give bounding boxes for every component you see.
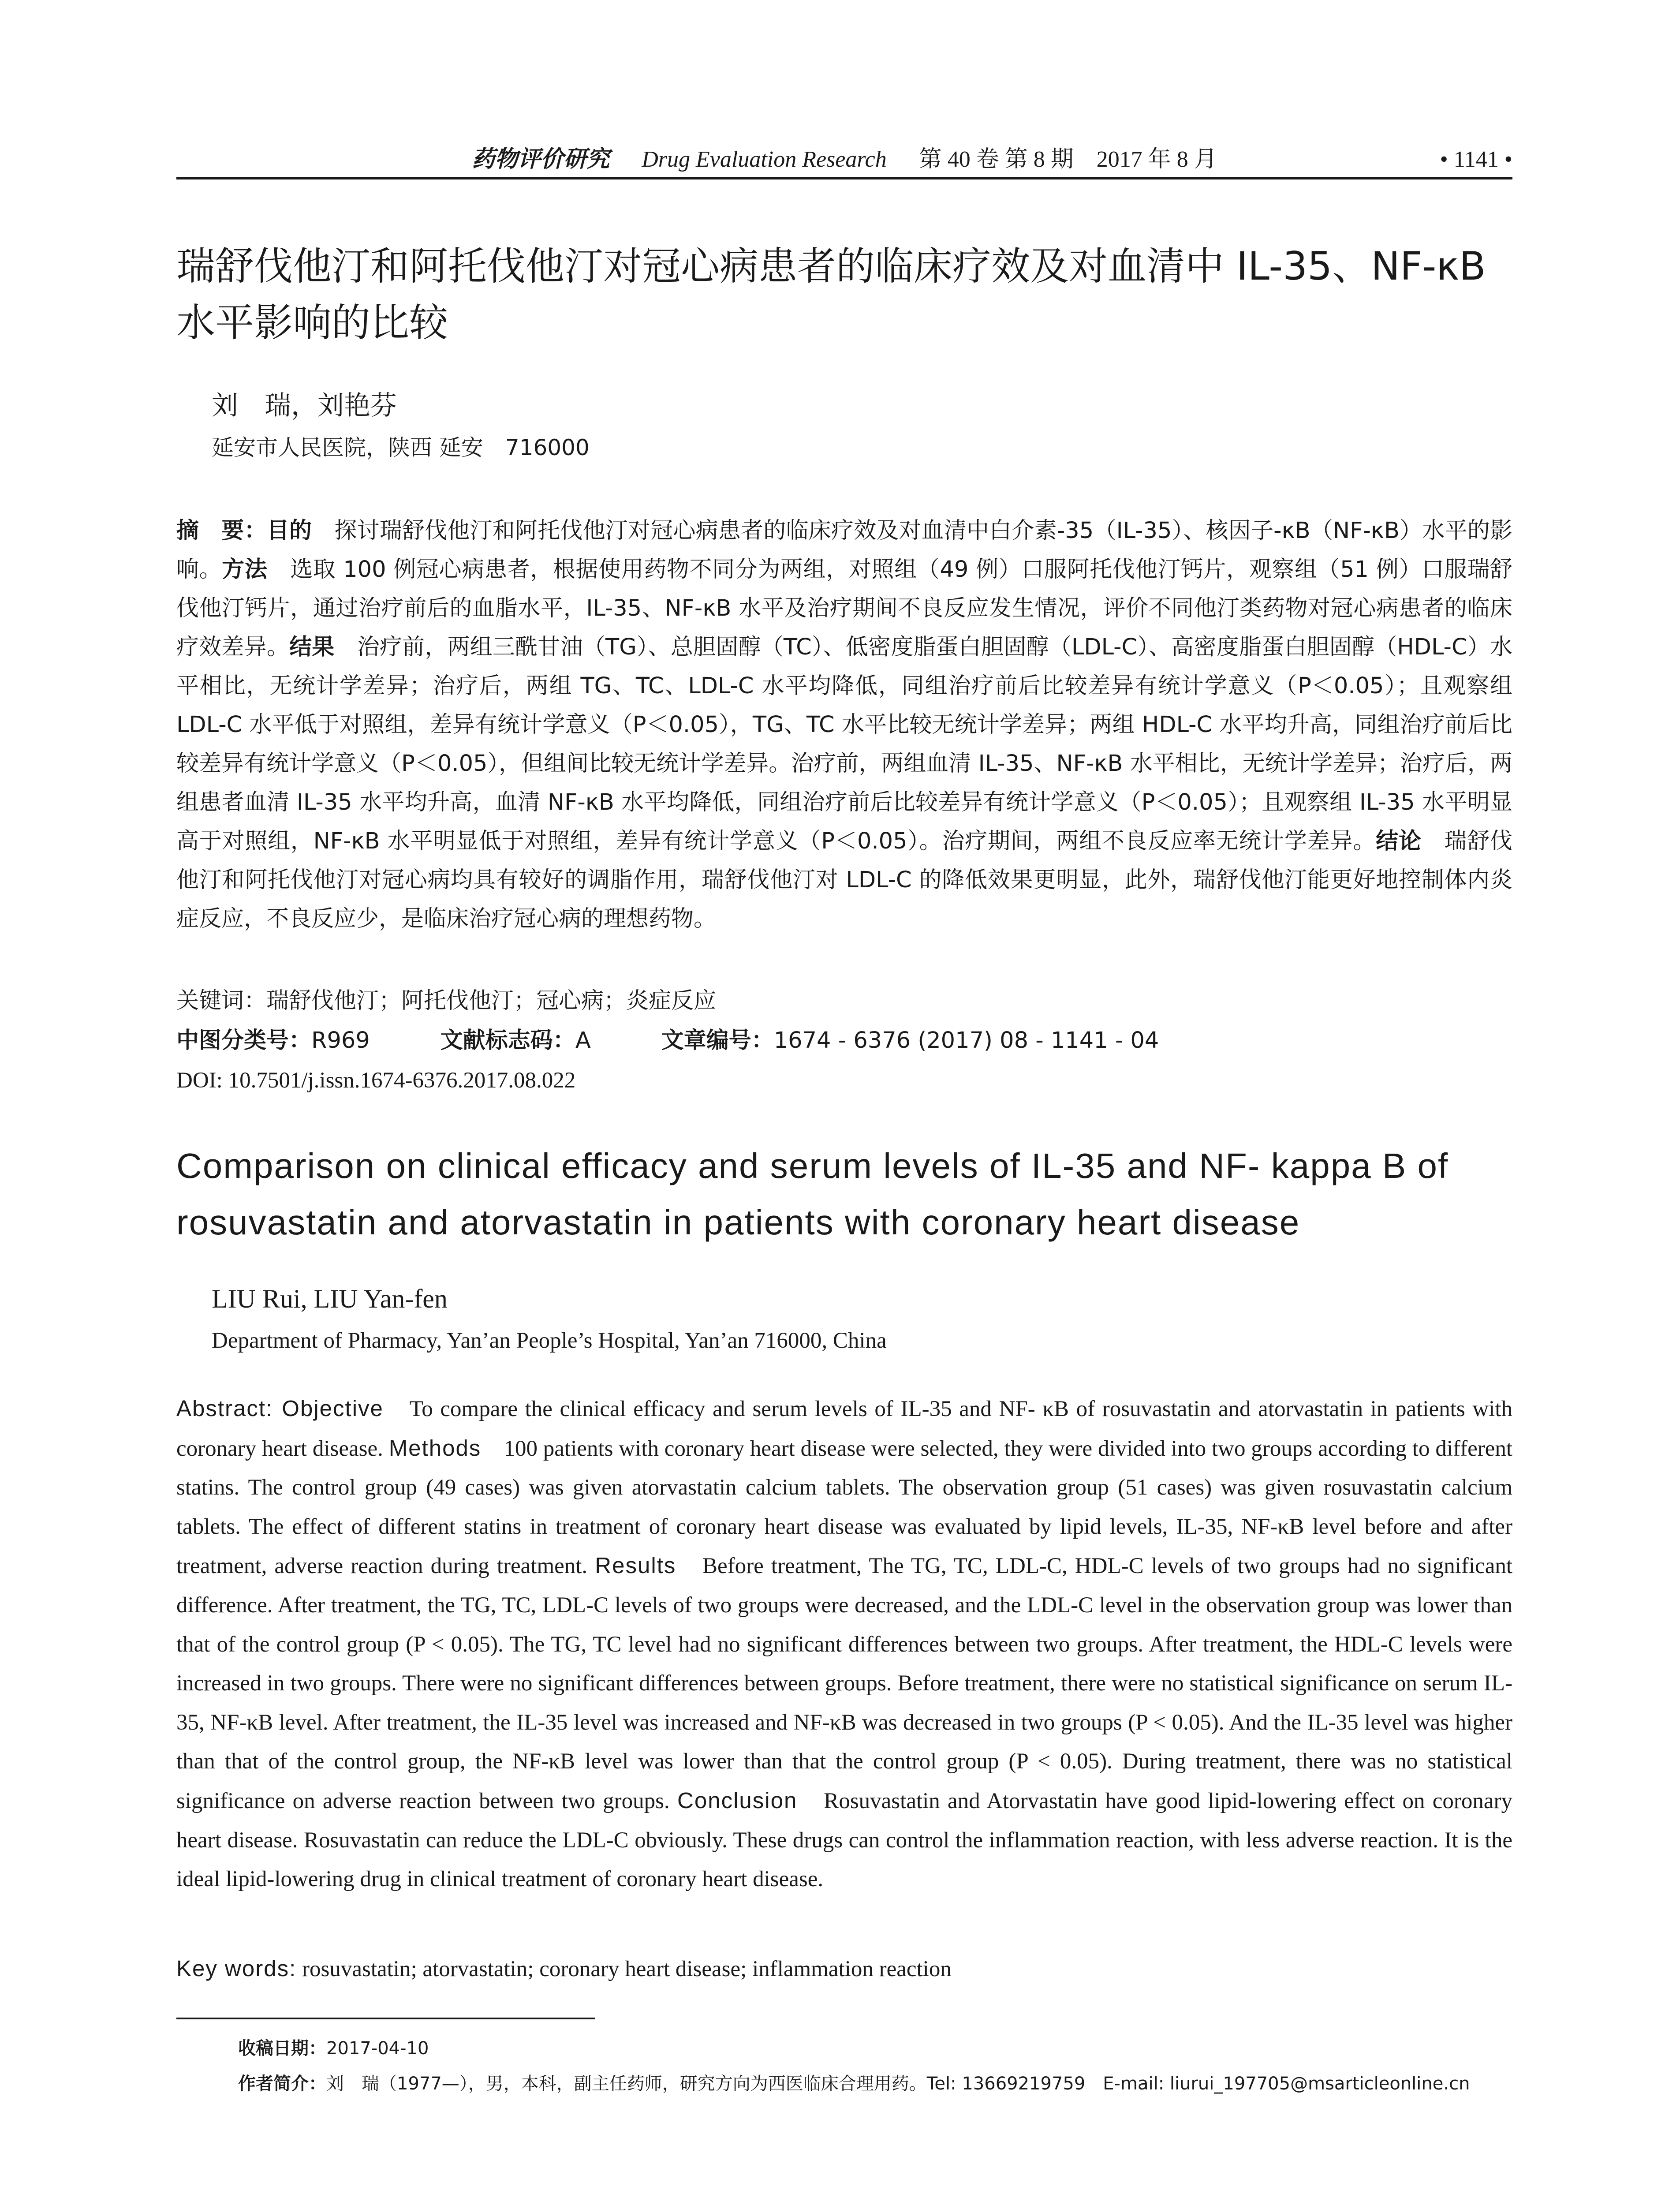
doc-code-value: A	[575, 1028, 591, 1054]
abstract-english	[176, 1389, 1512, 1899]
conclusion-en-label: Conclusion	[677, 1787, 798, 1813]
results-en-text: Before treatment, The TG, TC, LDL-C, HDL-C levels of two groups had no significant difference. After treatment, the TG, TC, LDL-C levels of two groups were decreased, and the LDL-C level in the observation group was lower than that of the control group (P < 0.05). The TG, TC level had no significant differences between two groups. After treatment, the HDL-C levels were increased in two groups. There were no significant differences between groups. Before treatment, there were no statistical significance on serum IL-35, NF-κB level. After treatment, the IL-35 level was increased and NF-κB was decreased in two groups (P < 0.05). And the IL-35 level was higher than that of the control group, the NF-κB level was lower than that the control group (P < 0.05). During treatment, there was no statistical significance on adverse reaction between two groups.	[176, 1554, 1512, 1813]
footnote-bio	[238, 2068, 1517, 2099]
keywords-en-label: Key words:	[176, 1956, 297, 1981]
abstract-en-label: Abstract: Objective	[176, 1396, 384, 1421]
footnote-rule	[176, 2018, 595, 2019]
conclusion-en-text: Rosuvastatin and Atorvastatin have good lipid-lowering effect on coronary heart disease. Rosuvastatin can reduce the LDL-C obviously. These drugs can control the inflammation reaction, with less adverse reaction. It is the ideal lipid-lowering drug in clinical treatment of coronary heart disease.	[176, 1788, 1513, 1892]
header-rule	[176, 177, 1512, 179]
keywords-chinese: 关键词：瑞舒伐他汀；阿托伐他汀；冠心病；炎症反应	[176, 988, 717, 1014]
objective-label: 目的	[266, 518, 312, 544]
clc-label: 中图分类号：	[176, 1028, 312, 1054]
methods-text: 选取 100 例冠心病患者，根据使用药物不同分为两组，对照组（49 例）口服阿托伐他汀钙片，观察组（51 例）口服瑞舒伐他汀钙片，通过治疗前后的血脂水平，IL-35、NF-κB 水平及治疗期间不良反应发生情况，评价不同他汀类药物对冠心病患者的临床疗效差异。	[176, 557, 1512, 660]
results-label: 结果	[289, 634, 335, 660]
keywords-english	[176, 1949, 952, 1988]
methods-en-label: Methods	[388, 1435, 482, 1461]
article-no-value: 1674 - 6376 (2017) 08 - 1141 - 04	[773, 1028, 1159, 1054]
running-header	[176, 141, 1512, 178]
doi: DOI: 10.7501/j.issn.1674-6376.2017.08.022	[176, 1068, 576, 1093]
methods-label: 方法	[222, 557, 268, 583]
conclusion-text: 瑞舒伐他汀和阿托伐他汀对冠心病均具有较好的调脂作用，瑞舒伐他汀对 LDL-C 的降低效果更明显，此外，瑞舒伐他汀能更好地控制体内炎症反应，不良反应少，是临床治疗冠心病的理想药物。	[176, 828, 1512, 932]
bio-text: 刘 瑞（1977—），男，本科，副主任药师，研究方向为西医临床合理用药。Tel: 13669219759 E-mail: liurui_197705@msarticleonline.cn	[326, 2074, 1470, 2094]
affiliation-english: Department of Pharmacy, Yan’an People’s Hospital, Yan’an 716000, China	[212, 1328, 887, 1353]
received-date: 2017-04-10	[326, 2038, 429, 2059]
clc-value: R969	[311, 1028, 370, 1054]
authors-english: LIU Rui, LIU Yan-fen	[212, 1284, 448, 1313]
objective-text: 探讨瑞舒伐他汀和阿托伐他汀对冠心病患者的临床疗效及对血清中白介素-35（IL-35）、核因子-κB（NF-κB）水平的影响。	[176, 518, 1512, 583]
page-number: • 1141 •	[1440, 147, 1512, 172]
footnote-received	[238, 2033, 429, 2064]
doc-code-label: 文献标志码：	[440, 1028, 575, 1054]
keywords-en-text: rosuvastatin; atorvastatin; coronary heart disease; inflammation reaction	[296, 1957, 952, 1981]
abstract-label: 摘 要：	[176, 518, 267, 544]
results-en-label: Results	[595, 1553, 676, 1578]
journal-logo: 药物评价研究	[472, 147, 610, 172]
journal-name: Drug Evaluation Research	[642, 147, 887, 172]
issue-info: 第 40 卷 第 8 期 2017 年 8 月	[918, 147, 1217, 172]
classification-line	[176, 1021, 1512, 1061]
title-english: Comparison on clinical efficacy and serum levels of IL-35 and NF- kappa B of rosuvastatin and atorvastatin in patients with coronary heart disease	[176, 1146, 1449, 1242]
methods-en-text: 100 patients with coronary heart disease were selected, they were divided into two groups according to different statins. The control group (49 cases) was given atorvastatin calcium tablets. The observation group (51 cases) was given rosuvastatin calcium tablets. The effect of different statins in treatment of coronary heart disease was evaluated by lipid levels, IL-35, NF-κB level before and after treatment, adverse reaction during treatment.	[176, 1436, 1513, 1579]
results-text: 治疗前，两组三酰甘油（TG）、总胆固醇（TC）、低密度脂蛋白胆固醇（LDL-C）、高密度脂蛋白胆固醇（HDL-C）水平相比，无统计学差异；治疗后，两组 TG、TC、LDL-C 水平均降低，同组治疗前后比较差异有统计学意义（P＜0.05）；且观察组 LDL-C 水平低于对照组，差异有统计学意义（P＜0.05），TG、TC 水平比较无统计学差异；两组 HDL-C 水平均升高，同组治疗前后比较差异有统计学意义（P＜0.05），但组间比较无统计学差异。治疗前，两组血清 IL-35、NF-κB 水平相比，无统计学差异；治疗后，两组患者血清 IL-35 水平均升高，血清 NF-κB 水平均降低，同组治疗前后比较差异有统计学意义（P＜0.05）；且观察组 IL-35 水平明显高于对照组，NF-κB 水平明显低于对照组，差异有统计学意义（P＜0.05）。治疗期间，两组不良反应率无统计学差异。	[176, 634, 1512, 854]
objective-en-text: To compare the clinical efficacy and serum levels of IL-35 and NF- κB of rosuvastatin and atorvastatin in patients with coronary heart disease.	[176, 1397, 1512, 1461]
title-chinese: 瑞舒伐他汀和阿托伐他汀对冠心病患者的临床疗效及对血清中 IL-35、NF-κB 水平影响的比较	[176, 243, 1486, 345]
received-label: 收稿日期：	[238, 2038, 326, 2059]
abstract-chinese	[176, 512, 1512, 938]
affiliation-chinese: 延安市人民医院，陕西 延安 716000	[212, 435, 590, 460]
conclusion-label: 结论	[1376, 828, 1422, 854]
authors-chinese: 刘 瑞，刘艳芬	[212, 390, 397, 421]
article-no-label: 文章编号：	[661, 1028, 774, 1054]
bio-label: 作者简介：	[238, 2074, 326, 2094]
